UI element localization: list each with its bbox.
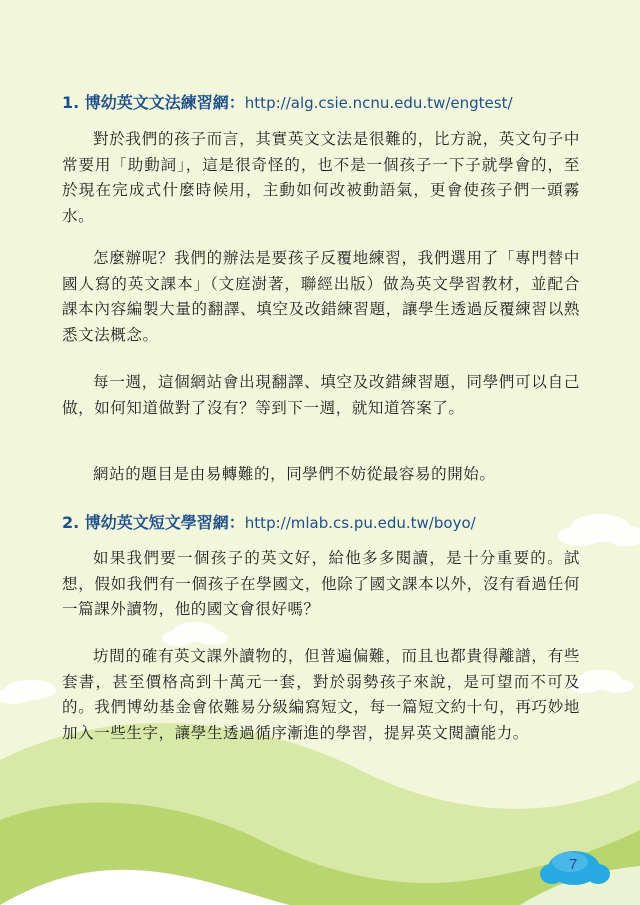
section2-heading	[62, 510, 476, 533]
page-number: 7	[569, 856, 578, 873]
section1-paragraph-3: 每一週，這個網站會出現翻譯、填空及改錯練習題，同學們可以自己做，如何知道做對了沒有？等到下一週，就知道答案了。	[62, 373, 580, 417]
section1-title: 1. 博幼英文文法練習網：	[62, 93, 245, 112]
section1-url-link[interactable]: http://alg.csie.ncnu.edu.tw/engtest/	[244, 94, 513, 112]
section2-paragraph-2: 坊間的確有英文課外讀物的，但普遍偏難，而且也都貴得離譜，有些套書，甚至價格高到十萬元一套，對於弱勢孩子來說，是可望而不可及的。我們博幼基金會依難易分級編寫短文，每一篇短文約十句，再巧妙地加入一些生字，讓學生透過循序漸進的學習，提昇英文閱讀能力。	[62, 647, 580, 742]
section1-heading	[62, 90, 513, 113]
section1-paragraph-1: 對於我們的孩子而言，其實英文文法是很難的，比方說，英文句子中常要用「助動詞」，這是很奇怪的，也不是一個孩子一下子就學會的，至於現在完成式什麼時候用，主動如何改被動語氣，更會使孩子們一頭霧水。	[62, 130, 580, 225]
section2-paragraph-1: 如果我們要一個孩子的英文好，給他多多閱讀，是十分重要的。試想，假如我們有一個孩子在學國文，他除了國文課本以外，沒有看過任何一篇課外讀物，他的國文會很好嗎？	[62, 549, 580, 618]
section1-paragraph-4: 網站的題目是由易轉難的，同學們不妨從最容易的開始。	[93, 465, 496, 483]
section1-paragraph-2: 怎麼辦呢？我們的辦法是要孩子反覆地練習，我們選用了「專門替中國人寫的英文課本」（文庭澍著，聯經出版）做為英文學習教材，並配合課本內容編製大量的翻譯、填空及改錯練習題，讓學生透過反覆練習以熟悉文法概念。	[62, 249, 580, 344]
section2-url-link[interactable]: http://mlab.cs.pu.edu.tw/boyo/	[244, 514, 476, 532]
section2-title: 2. 博幼英文短文學習網：	[62, 513, 245, 532]
